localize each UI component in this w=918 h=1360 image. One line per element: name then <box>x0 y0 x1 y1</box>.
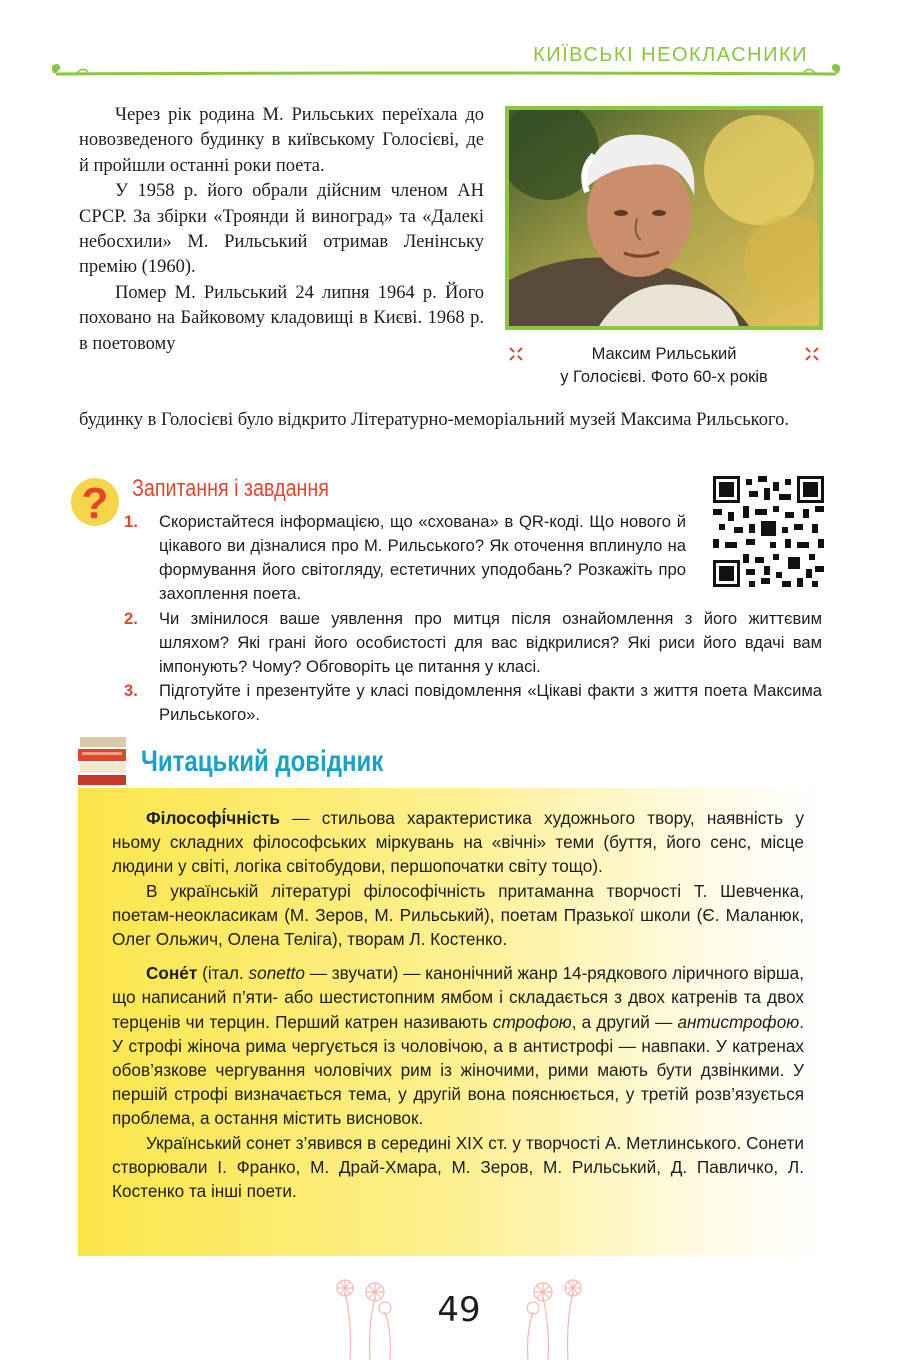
task-number: 1. <box>124 512 138 531</box>
task-text: Підготуйте і презентуйте у класі повідомлення «Цікаві факти з життя поета Максима Рильського». <box>159 681 822 724</box>
questions-title: Запитання і завдання <box>132 475 329 502</box>
task-number: 2. <box>124 609 138 628</box>
task-text: Чи змінилося ваше уявлення про митця після ознайомлення з його життєвим шляхом? Які грані його особистості для вас відкрилися? Які риси його вдачі вам імпонують? Чому? Обговоріть це питання у класі. <box>159 609 822 676</box>
svg-text:?: ? <box>81 479 109 527</box>
qr-code-icon[interactable] <box>713 476 824 587</box>
biography-text <box>79 103 484 357</box>
term: Філософі́чність <box>146 808 280 828</box>
books-icon <box>78 735 128 785</box>
portrait-photo <box>505 106 823 330</box>
task-number: 3. <box>124 681 138 700</box>
task-item <box>124 679 822 727</box>
reference-paragraph: Філософі́чність — стильова характеристика художнього твору, наявність у ньому складних філософських міркувань на «вічні» теми (буття, його сенс, місце людини у світі, логіка світобудови, першопочатки світу тощо). <box>112 808 804 877</box>
task-text: Скористайтеся інформацією, що «схована» в QR-коді. Що нового й цікавого ви дізналися про М. Рильського? Як оточення вплинуло на формування його світогляду, естетичних уподобань? Розкажіть про захоплення поета. <box>159 512 686 603</box>
task-item <box>124 607 822 679</box>
page-number: 49 <box>437 1290 481 1330</box>
reference-paragraph: В українській літературі філософічність притаманна творчості Т. Шевченка, поетам-неокласикам (М. Зеров, М. Рильський), поетам Празької школи (Є. Маланюк, Олег Ольжич, Олена Теліга), творам Л. Костенко. <box>112 880 804 950</box>
section-header-title: КИЇВСЬКІ НЕОКЛАСНИКИ <box>533 44 808 66</box>
reference-paragraph: Український сонет з’явився в середині XIX ст. у творчості А. Метлинського. Сонети створювали І. Франко, М. Драй-Хмара, М. Зеров, М. Рильський, Д. Павличко, Л. Костенко та інші поети. <box>112 1132 804 1202</box>
reference-title: Читацький довідник <box>141 745 384 778</box>
reference-paragraph: Соне́т (італ. sonetto — звучати) — канонічний жанр 14-рядкового ліричного вірша, що написаний п’яти- або шестистопним ямбом і складається з двох катренів та двох терценів чи терцин. Перший катрен називають строфою, а другий — антистрофою. У строфі жіноча рима чергується із чоловічою, а в антистрофі — навпаки. У катренах обов’язкове чергування чоловічих рим із жіночими, рими мають бути дзвінкими. У першій строфі визначається тема, у другій вона пояснюється, у третій розв’язується проблема, а остання містить висновок. <box>112 963 804 1129</box>
reference-text <box>112 806 804 1203</box>
bio-paragraph: Через рік родина М. Рильських переїхала до новозведеного будинку в київському Голосієві, де й пройшли останні роки поета. <box>79 105 484 176</box>
photo-caption <box>520 343 808 389</box>
term: Соне́т <box>146 963 198 984</box>
question-mark-icon <box>70 475 120 527</box>
header-vine-rule <box>46 62 846 88</box>
bio-paragraph: Помер М. Рильський 24 липня 1964 р. Його поховано на Байковому кладовищі в Києві. 1968 р. в поетовому <box>79 282 484 354</box>
caption-line: Максим Рильський <box>591 345 737 363</box>
bio-paragraph: У 1958 р. його обрали дійсним членом АН СРСР. За збірки «Троянди й виноград» та «Далекі небосхили» М. Рильський отримав Ленінську премію (1960). <box>79 181 484 278</box>
bio-continuation: будинку в Голосієві було відкрито Літературно-меморіальний музей Максима Рильського. <box>79 410 789 430</box>
task-item <box>124 510 686 606</box>
caption-line: у Голосієві. Фото 60-х років <box>560 368 768 386</box>
